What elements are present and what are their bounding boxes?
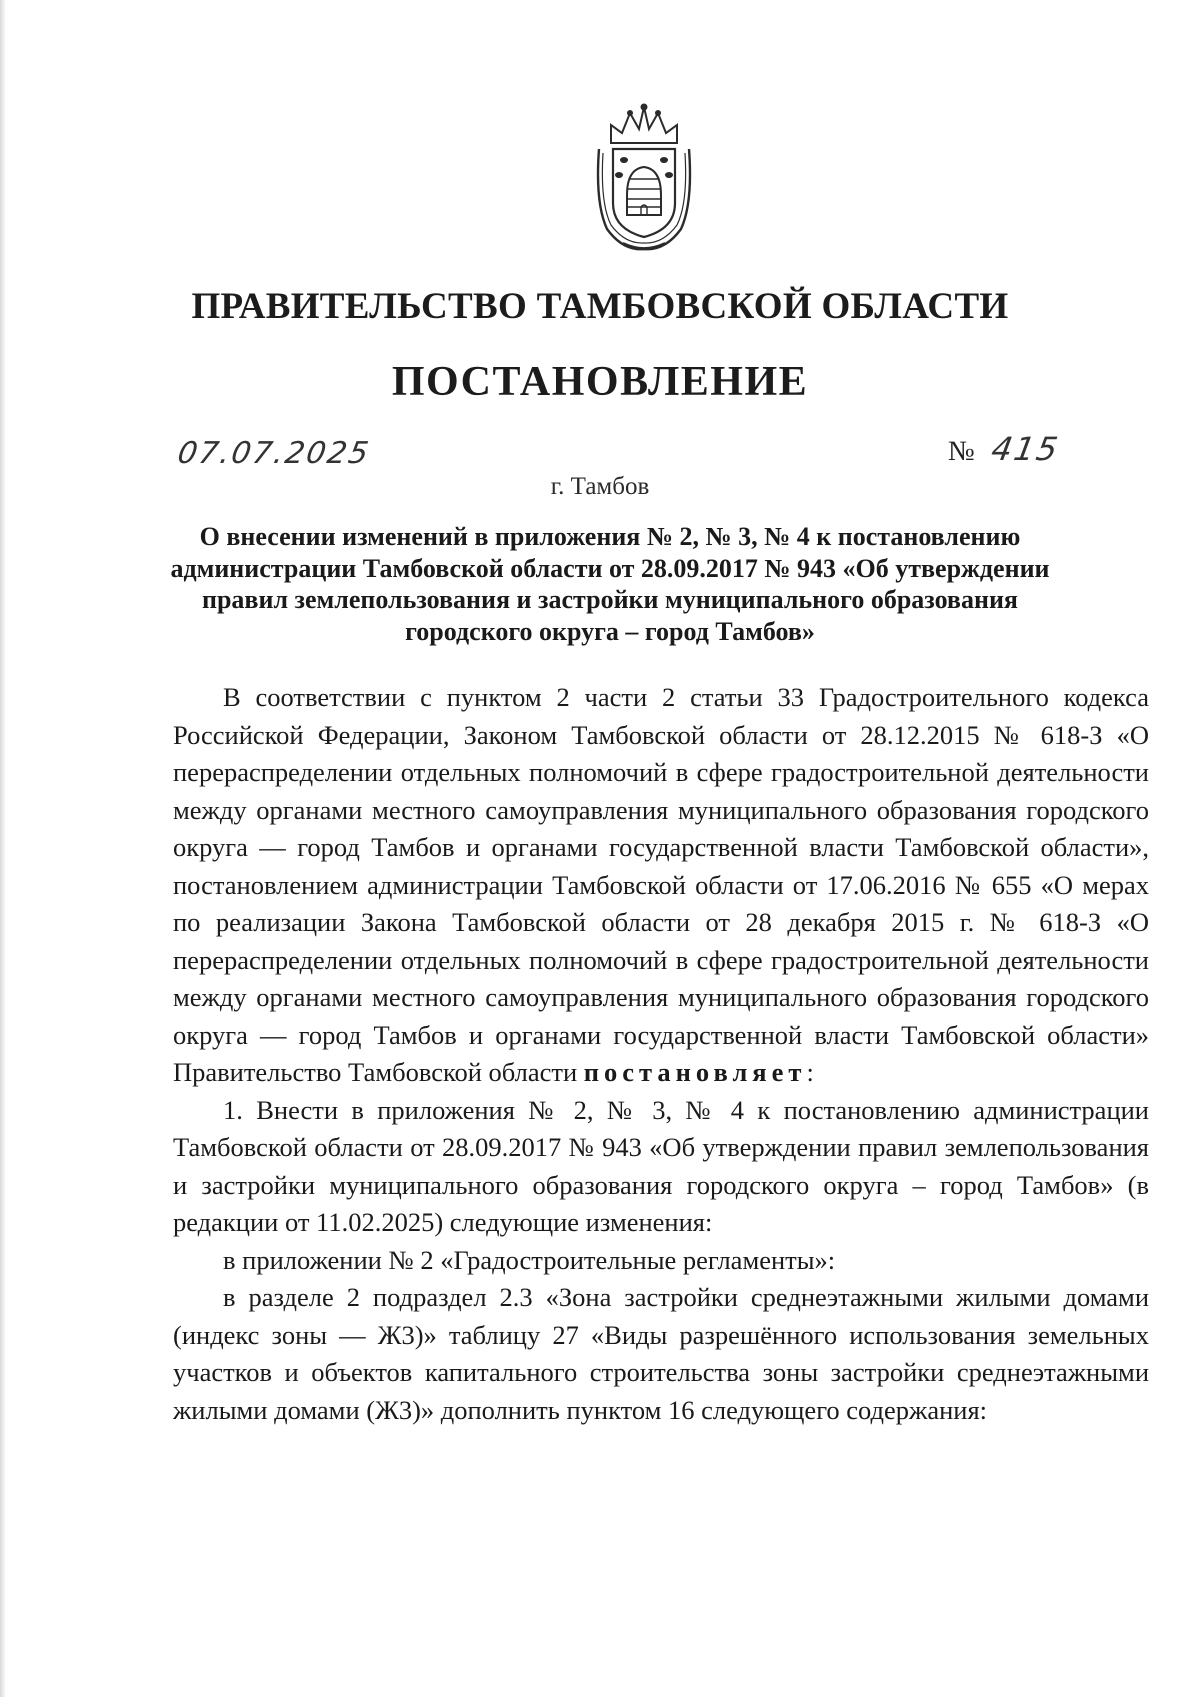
subject-line: городского округа – город Тамбов» xyxy=(405,616,815,646)
preamble-text: В соответствии с пунктом 2 части 2 статьи 33 Градостроительного кодекса Российской Федерации, Законом Тамбовской области от 28.12.2015 № 618-З «О перераспределении отдельных полномочий в сфере градостроительной деятельности между органами местного самоуправления муниципального образования городского округа — город Тамбов и органами государственной власти Тамбовской области», постановлением администрации Тамбовской области от 17.06.2016 № 655 «О мерах по реализации Закона Тамбовской области от 28 декабря 2015 г. № 618-З «О перераспределении отдельных полномочий в сфере градостроительной деятельности между органами местного самоуправления муниципального образования городского округа — город Тамбов и органами государственной власти Тамбовской области» Правительство Тамбовской области xyxy=(173,682,1149,1087)
handwritten-date: 07.07.2025 xyxy=(174,436,373,471)
document-body xyxy=(173,679,1149,1429)
body-paragraph: в приложении № 2 «Градостроительные регламенты»: xyxy=(223,1244,836,1275)
document-number xyxy=(948,430,1063,468)
body-paragraph xyxy=(173,679,1149,1092)
subject-line: правил землепользования и застройки муниципального образования xyxy=(201,585,1019,614)
resolution-keyword: постановляет xyxy=(583,1057,807,1087)
number-prefix: № xyxy=(948,436,975,467)
preamble-colon: : xyxy=(806,1057,814,1087)
body-paragraph: в разделе 2 подраздел 2.3 «Зона застройки среднеэтажными жилыми домами (индекс зоны — Ж3)» таблицу 27 «Виды разрешённого использования земельных участков и объектов капитального строительства зоны застройки среднеэтажными жилыми домами (Ж3)» дополнить пунктом 16 следующего содержания: xyxy=(173,1282,1149,1425)
organization-title: ПРАВИТЕЛЬСТВО ТАМБОВСКОЙ ОБЛАСТИ xyxy=(191,286,1009,327)
coat-of-arms-emblem xyxy=(589,103,699,253)
subject-line: администрации Тамбовской области от 28.09.2017 № 943 «Об утверждении xyxy=(170,553,1050,583)
subject-line: О внесении изменений в приложения № 2, № 3, № 4 к постановлению xyxy=(199,522,1021,551)
city-line: г. Тамбов xyxy=(550,473,650,500)
body-paragraph: 1. Внести в приложения № 2, № 3, № 4 к постановлению администрации Тамбовской области от 28.09.2017 № 943 «Об утверждении правил землепользования и застройки муниципального образования городского округа – город Тамбов» (в редакции от 11.02.2025) следующие изменения: xyxy=(173,1094,1149,1237)
handwritten-number: 415 xyxy=(988,430,1063,468)
scan-edge-shadow xyxy=(0,0,6,1697)
document-type-title: ПОСТАНОВЛЕНИЕ xyxy=(391,359,809,405)
document-subject xyxy=(160,521,1060,647)
